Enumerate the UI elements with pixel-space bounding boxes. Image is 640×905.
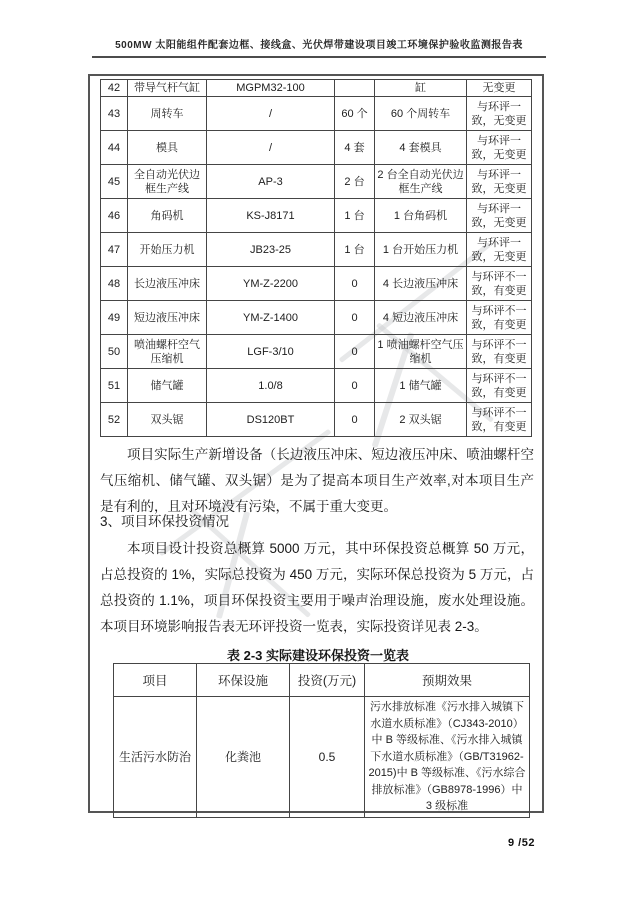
equipment-status-cell: 与环评一致，无变更 bbox=[467, 97, 532, 131]
investment-header-effect: 预期效果 bbox=[365, 664, 530, 697]
equipment-actual-cell: 4 短边液压冲床 bbox=[375, 301, 467, 335]
investment-table-title: 表 2-3 实际建设环保投资一览表 bbox=[226, 648, 409, 663]
equipment-model-cell: JB23-25 bbox=[207, 233, 335, 267]
equipment-status-cell: 与环评不一致，有变更 bbox=[467, 369, 532, 403]
equipment-actual-cell: 1 台开始压力机 bbox=[375, 233, 467, 267]
equipment-actual-cell: 1 储气罐 bbox=[375, 369, 467, 403]
equipment-status-cell: 与环评不一致，有变更 bbox=[467, 267, 532, 301]
equipment-status-cell: 与环评一致，无变更 bbox=[467, 131, 532, 165]
form-cell-border bbox=[88, 74, 544, 813]
equipment-name-cell: 角码机 bbox=[128, 199, 207, 233]
equipment-no-cell: 50 bbox=[101, 335, 128, 369]
equipment-table-body bbox=[101, 80, 532, 437]
running-header: 500MW 太阳能组件配套边框、接线盒、光伏焊带建设项目竣工环境保护验收监测报告表 bbox=[92, 36, 546, 58]
equipment-table bbox=[100, 79, 532, 437]
equipment-status-cell: 与环评不一致，有变更 bbox=[467, 403, 532, 437]
equipment-no-cell: 49 bbox=[101, 301, 128, 335]
equipment-row bbox=[101, 233, 532, 267]
equipment-status-cell: 与环评一致，无变更 bbox=[467, 233, 532, 267]
equipment-qty-cell: 0 bbox=[335, 267, 375, 301]
equipment-model-cell: YM-Z-2200 bbox=[207, 267, 335, 301]
paragraph-investment: 本项目设计投资总概算 5000 万元，其中环保投资总概算 50 万元，占总投资的 1%，实际总投资为 450 万元，实际环保总投资为 5 万元，占总投资的 1.1%，项目环保投资主要用于噪声治理设施，废水处理设施。本项目环境影响报告表无环评投资一览表，实际投资详见表 2-3。 bbox=[100, 541, 534, 634]
equipment-status-cell: 与环评不一致，有变更 bbox=[467, 301, 532, 335]
equipment-no-cell: 48 bbox=[101, 267, 128, 301]
equipment-model-cell: KS-J8171 bbox=[207, 199, 335, 233]
investment-header-row bbox=[114, 664, 530, 697]
equipment-no-cell: 44 bbox=[101, 131, 128, 165]
equipment-actual-cell: 1 台角码机 bbox=[375, 199, 467, 233]
equipment-qty-cell: 0 bbox=[335, 301, 375, 335]
equipment-status-cell: 与环评一致，无变更 bbox=[467, 199, 532, 233]
equipment-qty-cell: 0 bbox=[335, 403, 375, 437]
investment-row bbox=[114, 697, 530, 818]
equipment-name-cell: 开始压力机 bbox=[128, 233, 207, 267]
equipment-row bbox=[101, 301, 532, 335]
equipment-no-cell: 51 bbox=[101, 369, 128, 403]
equipment-no-cell: 42 bbox=[101, 80, 128, 97]
equipment-model-cell: / bbox=[207, 97, 335, 131]
equipment-no-cell: 43 bbox=[101, 97, 128, 131]
equipment-row bbox=[101, 165, 532, 199]
equipment-actual-cell: 4 套模具 bbox=[375, 131, 467, 165]
equipment-no-cell: 47 bbox=[101, 233, 128, 267]
equipment-qty-cell: 4 套 bbox=[335, 131, 375, 165]
equipment-status-cell: 与环评一致，无变更 bbox=[467, 165, 532, 199]
equipment-model-cell: YM-Z-1400 bbox=[207, 301, 335, 335]
equipment-actual-cell: 缸 bbox=[375, 80, 467, 97]
equipment-model-cell: AP-3 bbox=[207, 165, 335, 199]
investment-effect-cell: 污水排放标准《污水排入城镇下水道水质标准》（CJ343-2010）中 B 等级标准、《污水排入城镇下水道水质标准》（GB/T31962-2015)中 B 等级标准、《污水综合排放标准》（GB8978-1996）中 3 级标准 bbox=[365, 697, 530, 818]
equipment-actual-cell: 2 双头锯 bbox=[375, 403, 467, 437]
equipment-qty-cell: 0 bbox=[335, 369, 375, 403]
equipment-status-cell: 与环评不一致，有变更 bbox=[467, 335, 532, 369]
equipment-name-cell: 双头锯 bbox=[128, 403, 207, 437]
equipment-model-cell: LGF-3/10 bbox=[207, 335, 335, 369]
equipment-name-cell: 长边液压冲床 bbox=[128, 267, 207, 301]
equipment-no-cell: 45 bbox=[101, 165, 128, 199]
equipment-qty-cell: 0 bbox=[335, 335, 375, 369]
investment-header-facility: 环保设施 bbox=[197, 664, 290, 697]
equipment-row bbox=[101, 199, 532, 233]
equipment-name-cell: 带导气杆气缸 bbox=[128, 80, 207, 97]
equipment-qty-cell: 60 个 bbox=[335, 97, 375, 131]
equipment-row bbox=[101, 403, 532, 437]
equipment-actual-cell: 60 个周转车 bbox=[375, 97, 467, 131]
paragraph-new-equipment: 项目实际生产新增设备（长边液压冲床、短边液压冲床、喷油螺杆空气压缩机、储气罐、双头锯）是为了提高本项目生产效率,对本项目生产是有利的，且对环境没有污染，不属于重大变更。 bbox=[100, 447, 534, 514]
equipment-name-cell: 模具 bbox=[128, 131, 207, 165]
page-number: 9 /52 bbox=[508, 837, 535, 849]
equipment-row bbox=[101, 131, 532, 165]
equipment-name-cell: 喷油螺杆空气压缩机 bbox=[128, 335, 207, 369]
investment-item-cell: 生活污水防治 bbox=[114, 697, 197, 818]
equipment-name-cell: 周转车 bbox=[128, 97, 207, 131]
equipment-actual-cell: 4 长边液压冲床 bbox=[375, 267, 467, 301]
equipment-actual-cell: 2 台全自动光伏边框生产线 bbox=[375, 165, 467, 199]
equipment-name-cell: 全自动光伏边框生产线 bbox=[128, 165, 207, 199]
investment-header-item: 项目 bbox=[114, 664, 197, 697]
equipment-model-cell: DS120BT bbox=[207, 403, 335, 437]
equipment-row bbox=[101, 369, 532, 403]
equipment-name-cell: 储气罐 bbox=[128, 369, 207, 403]
equipment-row bbox=[101, 267, 532, 301]
equipment-model-cell: / bbox=[207, 131, 335, 165]
equipment-row bbox=[101, 97, 532, 131]
equipment-name-cell: 短边液压冲床 bbox=[128, 301, 207, 335]
equipment-model-cell: 1.0/8 bbox=[207, 369, 335, 403]
equipment-qty-cell: 2 台 bbox=[335, 165, 375, 199]
investment-header-invest: 投资(万元) bbox=[290, 664, 365, 697]
investment-table bbox=[113, 663, 530, 818]
equipment-row bbox=[101, 80, 532, 97]
investment-facility-cell: 化粪池 bbox=[197, 697, 290, 818]
equipment-qty-cell bbox=[335, 80, 375, 97]
equipment-actual-cell: 1 喷油螺杆空气压缩机 bbox=[375, 335, 467, 369]
equipment-no-cell: 52 bbox=[101, 403, 128, 437]
section-heading-investment: 3、项目环保投资情况 bbox=[100, 514, 230, 529]
equipment-qty-cell: 1 台 bbox=[335, 199, 375, 233]
equipment-model-cell: MGPM32-100 bbox=[207, 80, 335, 97]
equipment-row bbox=[101, 335, 532, 369]
equipment-no-cell: 46 bbox=[101, 199, 128, 233]
equipment-qty-cell: 1 台 bbox=[335, 233, 375, 267]
equipment-status-cell: 无变更 bbox=[467, 80, 532, 97]
investment-amount-cell: 0.5 bbox=[290, 697, 365, 818]
